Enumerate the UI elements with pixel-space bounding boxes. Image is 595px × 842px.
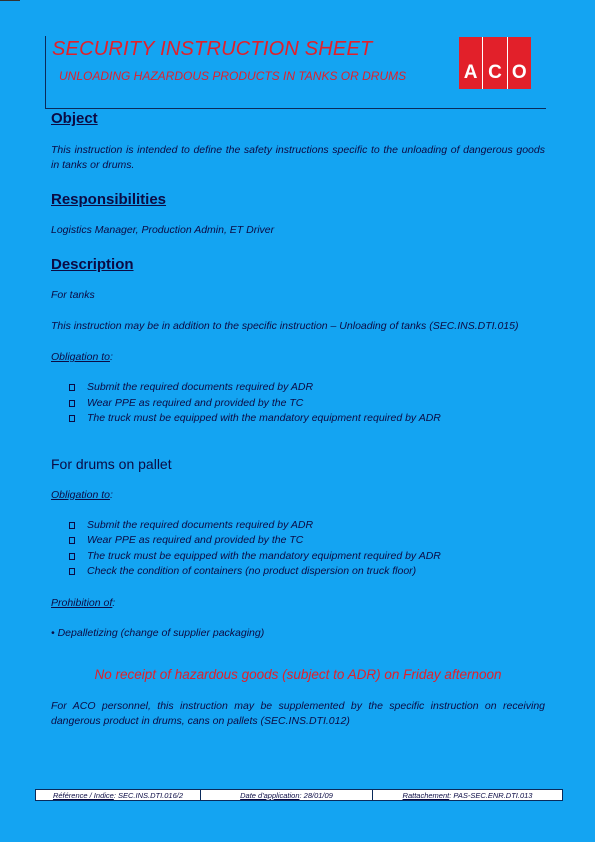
list-item: The truck must be equipped with the mandatory equipment required by ADR [69, 549, 545, 565]
list-item: Check the condition of containers (no product dispersion on truck floor) [69, 564, 545, 580]
document-body [51, 110, 545, 729]
document-subtitle: UNLOADING HAZARDOUS PRODUCTS IN TANKS OR DRUMS [59, 69, 407, 83]
logo-letter-c: C [483, 37, 507, 89]
object-text: This instruction is intended to define the safety instructions specific to the unloading of dangerous goods in tanks or drums. [51, 144, 545, 171]
logo-letter-o: O [511, 62, 527, 83]
object-heading: Object [51, 110, 98, 127]
logo-letter-a: A [459, 37, 483, 89]
checkbox-icon [69, 553, 75, 560]
document-footer [35, 789, 563, 801]
list-item: Wear PPE as required and provided by the TC [69, 533, 545, 549]
list-item: The truck must be equipped with the mandatory equipment required by ADR [69, 411, 545, 427]
checkbox-icon [69, 400, 75, 407]
tanks-obligation-label: Obligation to: [51, 351, 113, 363]
tanks-obligation-list [51, 380, 545, 427]
closing-text: For ACO personnel, this instruction may be supplemented by the specific instruction on receiving dangerous product in drums, cans on pallets (SEC.INS.DTI.012) [51, 699, 545, 727]
prohibition-item: • Depalletizing (change of supplier packaging) [51, 626, 265, 639]
drums-obligation-label: Obligation to: [51, 488, 113, 501]
checkbox-icon [69, 384, 75, 391]
footer-reference: Référence / Indice : SEC.INS.DTI.016/2 [36, 790, 201, 800]
responsibilities-heading: Responsibilities [51, 191, 167, 208]
list-item: Wear PPE as required and provided by the TC [69, 396, 545, 412]
footer-date: Date d'application : 28/01/09 [201, 790, 373, 800]
checkbox-icon [69, 522, 75, 529]
list-item: Submit the required documents required by ADR [69, 518, 545, 534]
list-item: Submit the required documents required by ADR [69, 380, 545, 396]
aco-logo [459, 37, 531, 89]
description-heading: Description [51, 256, 134, 273]
prohibition-label: Prohibition of: [51, 596, 116, 609]
top-edge-line [0, 0, 20, 1]
friday-notice: No receipt of hazardous goods (subject to ADR) on Friday afternoon [94, 666, 502, 682]
responsibilities-text: Logistics Manager, Production Admin, ET Driver [51, 224, 275, 236]
for-tanks-label: For tanks [51, 289, 95, 301]
tanks-text: This instruction may be in addition to the specific instruction – Unloading of tanks (SEC.INS.DTI.015) [51, 320, 519, 332]
drums-section-title: For drums on pallet [51, 455, 172, 472]
checkbox-icon [69, 537, 75, 544]
document-header [45, 36, 546, 109]
document-title: SECURITY INSTRUCTION SHEET [52, 38, 373, 60]
drums-obligation-list [51, 518, 545, 580]
checkbox-icon [69, 568, 75, 575]
checkbox-icon [69, 415, 75, 422]
footer-attachment: Rattachement : PAS-SEC.ENR.DTI.013 [402, 790, 533, 800]
